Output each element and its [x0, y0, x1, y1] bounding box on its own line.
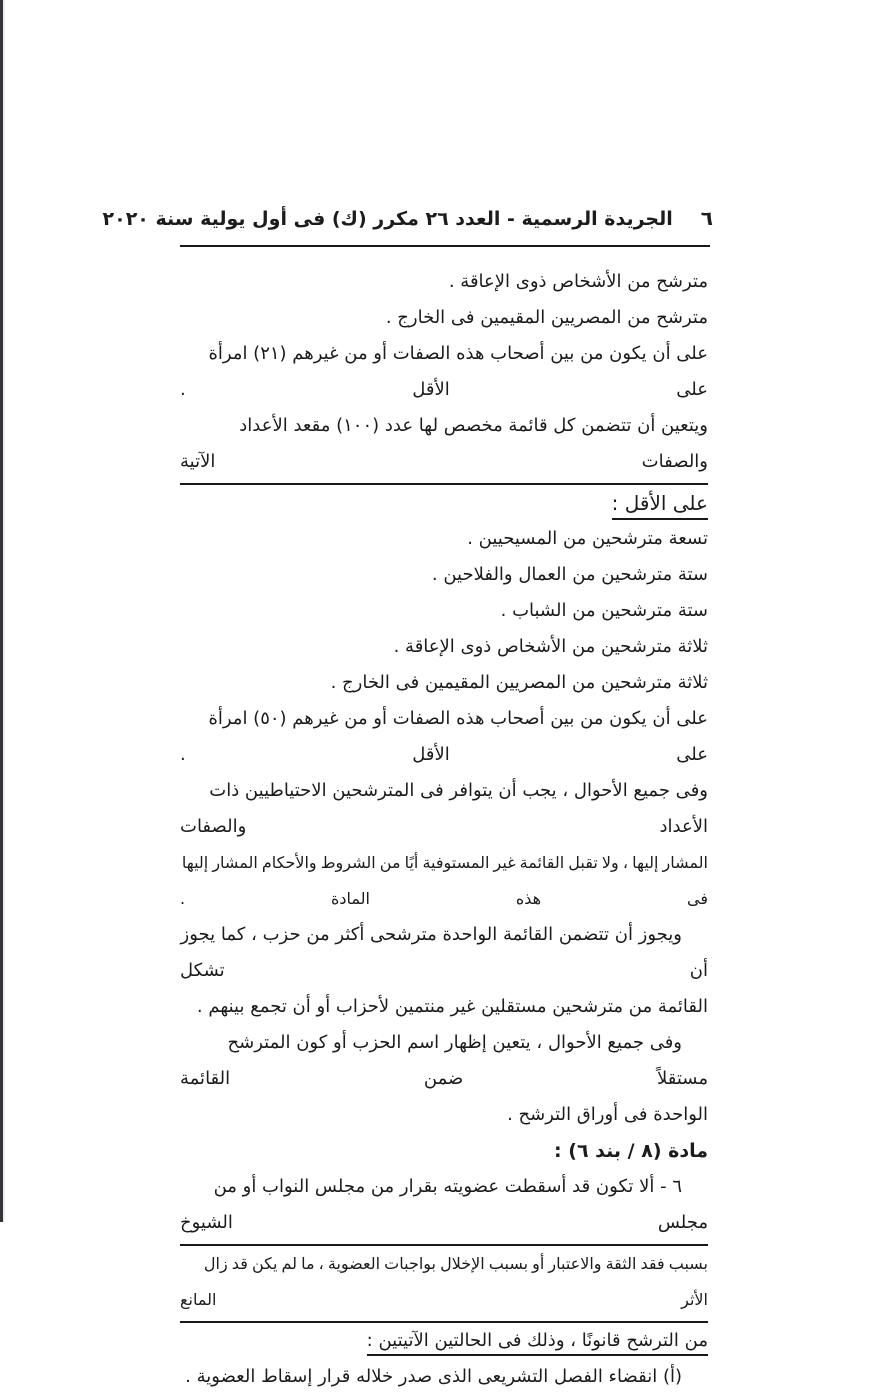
header-rule: [180, 245, 710, 247]
text-line: على أن يكون من بين أصحاب هذه الصفات أو من غيرهم (٢١) امرأة على الأقل .: [180, 343, 708, 400]
text-line: ٦ - ألا تكون قد أسقطت عضويته بقرار من مجلس النواب أو من مجلس الشيوخ: [180, 1169, 708, 1246]
text-line: المشار إليها ، ولا تقبل القائمة غير المستوفية أيًا من الشروط والأحكام المشار إليها فى هذه المادة .: [180, 853, 708, 908]
page-header: [0, 0, 889, 234]
text-line: بسبب فقد الثقة والاعتبار أو بسبب الإخلال بواجبات العضوية ، ما لم يكن قد زال الأثر المانع: [180, 1246, 708, 1323]
scan-edge-artifact: [0, 0, 3, 1222]
text-line: وفى جميع الأحوال ، يجب أن يتوافر فى المترشحين الاحتياطيين ذات الأعداد والصفات: [180, 780, 708, 837]
underlined-text: على الأقل :: [612, 491, 708, 520]
text-line: الواحدة فى أوراق الترشح .: [507, 1104, 708, 1125]
underlined-text: من الترشح قانونًا ، وذلك فى الحالتين الآتيتين :: [367, 1330, 708, 1356]
text-line: مترشح من المصريين المقيمين فى الخارج .: [385, 307, 708, 328]
text-line: القائمة من مترشحين مستقلين غير منتمين لأحزاب أو أن تجمع بينهم .: [196, 996, 708, 1017]
text-line: وفى جميع الأحوال ، يتعين إظهار اسم الحزب أو كون المترشح مستقلاً ضمن القائمة: [180, 1032, 708, 1089]
document-body: [180, 264, 708, 1395]
page-number: ٦: [700, 206, 713, 230]
text-line: ثلاثة مترشحين من المصريين المقيمين فى الخارج .: [330, 672, 708, 693]
gazette-title: الجريدة الرسمية - العدد ٢٦ مكرر (ك) فى أول يولية سنة ٢٠٢٠: [102, 208, 673, 230]
text-line: ويجوز أن تتضمن القائمة الواحدة مترشحى أكثر من حزب ، كما يجوز أن تشكل: [180, 924, 708, 981]
text-line: تسعة مترشحين من المسيحيين .: [467, 528, 708, 549]
text-line: على أن يكون من بين أصحاب هذه الصفات أو من غيرهم (٥٠) امرأة على الأقل .: [180, 708, 708, 765]
text-line: ستة مترشحين من العمال والفلاحين .: [431, 564, 708, 585]
text-line: (أ) انقضاء الفصل التشريعى الذى صدر خلاله قرار إسقاط العضوية .: [185, 1366, 682, 1387]
text-line: ويتعين أن تتضمن كل قائمة مخصص لها عدد (١٠٠) مقعد الأعداد والصفات الآتية: [180, 408, 708, 485]
text-line: [180, 485, 708, 521]
text-line: مترشح من الأشخاص ذوى الإعاقة .: [448, 271, 708, 292]
text-line: [180, 1323, 708, 1359]
text-line: ستة مترشحين من الشباب .: [500, 600, 708, 621]
text-line: ثلاثة مترشحين من الأشخاص ذوى الإعاقة .: [393, 636, 708, 657]
article-heading: مادة (٨ / بند ٦) :: [554, 1140, 708, 1162]
